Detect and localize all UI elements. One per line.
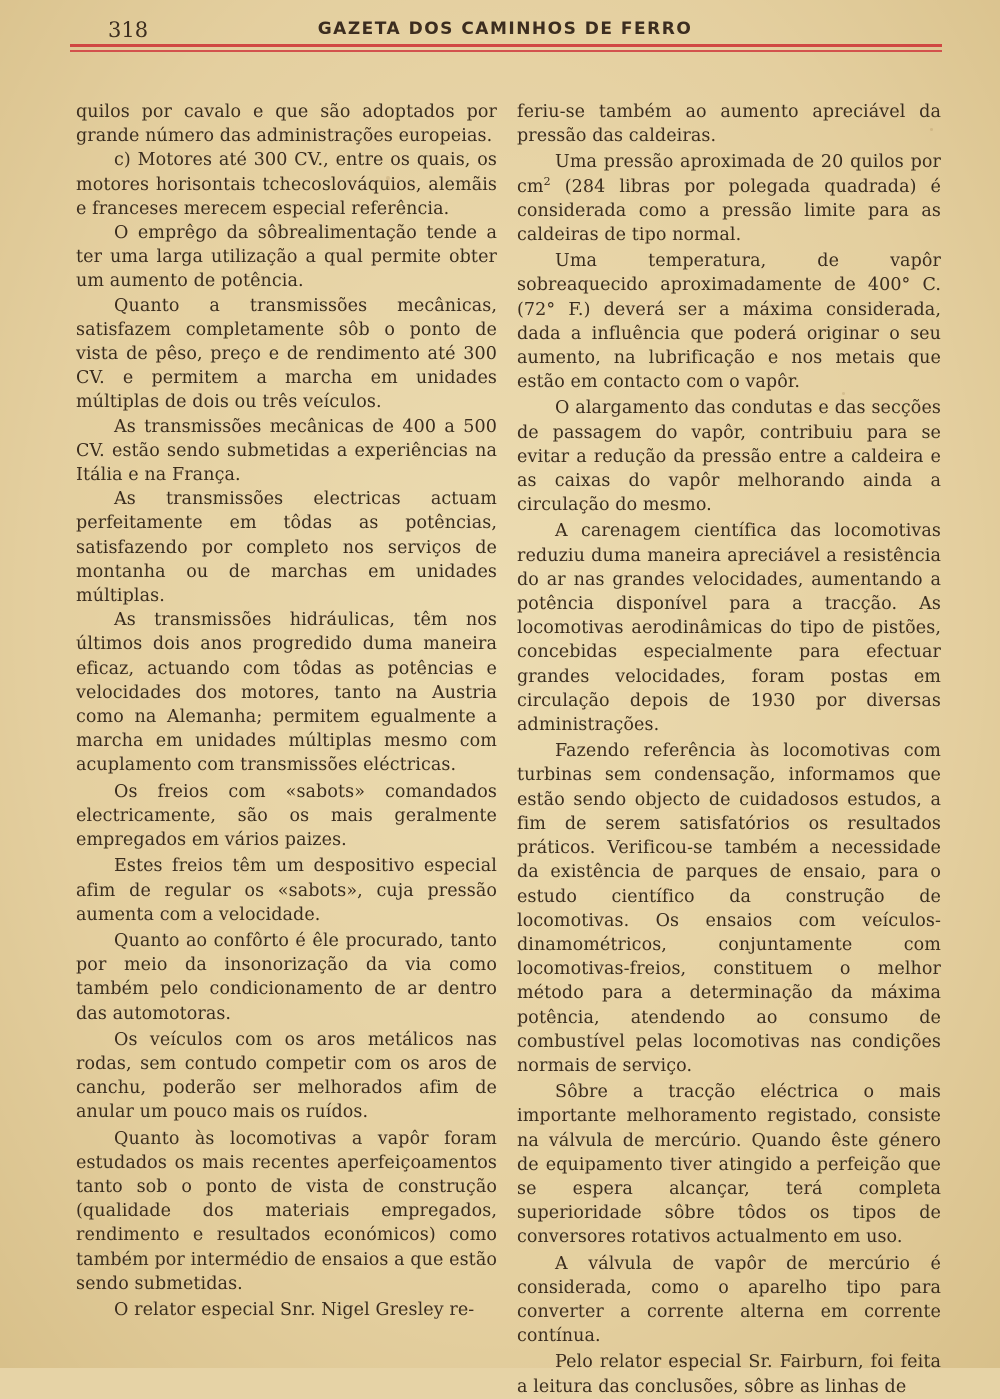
paragraph: As transmissões electricas actuam perfeitamente em tôdas as potências, satisfazendo por completo nos serviços de montanha ou de marchas em unidades múltiplas.: [76, 489, 497, 607]
paragraph: A válvula de vapôr de mercúrio é considerada, como o aparelho tipo para converter a corrente alterna em corrente contínua.: [517, 1253, 941, 1347]
paragraph-text: Uma pressão aproximada de 20 quilos por cm: [517, 152, 941, 197]
paragraph: Uma temperatura, de vapôr sobreaquecido aproximadamente de 400° C. (72° F.) deverá ser a máxima considerada, dada a influência que poderá originar o seu aumento, na lubrificação e nos metais que estão em contacto com o vapôr.: [517, 251, 941, 393]
paragraph: O relator especial Snr. Nigel Gresley re-: [114, 1299, 475, 1320]
paragraph: Quanto às locomotivas a vapôr foram estudados os mais recentes aperfeiçoamentos tanto sob o ponto de vista de construção (qualidade dos materiais empregados, rendimento e resultados económicos) como também por intermédio de ensaios a que estão sendo submetidas.: [76, 1128, 497, 1294]
journal-title: GAZETA DOS CAMINHOS DE FERRO: [317, 19, 693, 39]
paragraph: quilos por cavalo e que são adoptados por grande número das administrações europeias.: [76, 102, 497, 147]
paragraph: O alargamento das condutas e das secções de passagem do vapôr, contribuiu para se evitar a redução da pressão entre a caldeira e as caixas do vapôr melhorando ainda a circulação do mesmo.: [517, 398, 941, 516]
paragraph: Os veículos com os aros metálicos nas rodas, sem contudo competir com os aros de canchu, poderão ser melhorados afim de anular um pouco mais os ruídos.: [76, 1029, 497, 1123]
paragraph: Quanto a transmissões mecânicas, satisfazem completamente sôb o ponto de vista de pêso, preço e de rendimento até 300 CV. e permitem a marcha em unidades múltiplas de dois ou três veículos.: [76, 295, 497, 413]
paragraph: c) Motores até 300 CV., entre os quais, os motores horisontais tchecoslováquios, alemãis e franceses merecem especial referência.: [76, 150, 497, 219]
paragraph: Estes freios têm um despositivo especial afim de regular os «sabots», cuja pressão aumenta com a velocidade.: [76, 856, 497, 925]
paragraph: [517, 150, 941, 247]
paragraph: Os freios com «sabots» comandados electricamente, são os mais geralmente empregados em vários paizes.: [76, 781, 497, 851]
paper-spot: [842, 392, 845, 395]
superscript: 2: [543, 174, 551, 188]
paragraph: A carenagem científica das locomotivas reduziu duma maneira apreciável a resistência do ar nas grandes velocidades, aumentando a potência disponível para a tracção. As locomotivas aerodinâmicas do tipo de pistões, concebidas especialmente para efectuar grandes velocidades, foram postas em circulação depois de 1930 por diversas administrações.: [517, 521, 941, 736]
paragraph: Sôbre a tracção eléctrica o mais importante melhoramento registado, consiste na válvula de mercúrio. Quando êste género de equipamento tiver atingido a perfeição que se espera alcançar, terá completa superioridade sôbre tôdos os tipos de conversores rotativos actualmento em uso.: [517, 1082, 941, 1248]
paper-spot: [386, 176, 390, 180]
paragraph-text: (284 libras por polegada quadrada) é considerada como a pressão limite para as caldeiras de tipo normal.: [517, 176, 941, 246]
page-header: [70, 14, 940, 48]
paper-spot: [930, 128, 933, 131]
paragraph: feriu-se também ao aumento apreciável da pressão das caldeiras.: [517, 102, 941, 147]
paragraph: As transmissões hidráulicas, têm nos últimos dois anos progredido duma maneira eficaz, actuando com tôdas as potências e velocidades dos motores, tanto na Austria como na Alemanha; permitem egualmente a marcha em unidades múltiplas mesmo com acuplamento com transmissões eléctricas.: [76, 610, 497, 776]
right-column: [517, 100, 941, 1399]
paragraph: Pelo relator especial Sr. Fairburn, foi feita a leitura das conclusões, sôbre as linhas de: [517, 1352, 941, 1397]
paragraph: Quanto ao confôrto é êle procurado, tanto por meio da insonorização da via como também pelo condicionamento de ar dentro das automotoras.: [76, 930, 497, 1024]
paragraph: As transmissões mecânicas de 400 a 500 CV. estão sendo submetidas a experiências na Itália e na França.: [76, 416, 497, 486]
paragraph: O emprêgo da sôbrealimentação tende a ter uma larga utilização a qual permite obter um aumento de potência.: [76, 223, 497, 292]
left-column: [76, 100, 497, 1322]
page-number: 318: [108, 18, 149, 42]
header-rule: [70, 44, 942, 54]
paragraph: Fazendo referência às locomotivas com turbinas sem condensação, informamos que estão sendo objecto de cuidadosos estudos, a fim de serem satisfatórios os resultados práticos. Verificou-se também a necessidade da existência de parques de ensaio, para o estudo científico da construção de locomotivas. Os ensaios com veículos-dinamométricos, conjuntamente com locomotivas-freios, constituem o melhor método para a determinação da máxima potência, atendendo ao consumo de combustível pelas locomotivas nas condições normais de serviço.: [517, 741, 941, 1076]
